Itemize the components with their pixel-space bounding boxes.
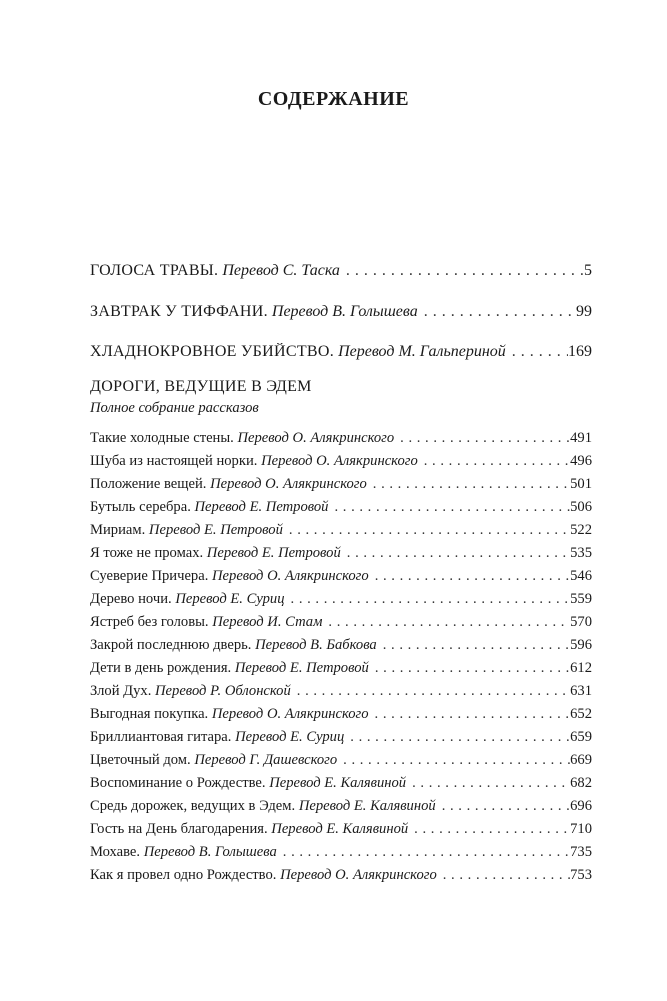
story-title: Мириам. — [90, 522, 146, 538]
story-title: Бутыль серебра. — [90, 499, 191, 515]
leader-dots — [322, 614, 570, 631]
story-page: 682 — [570, 775, 592, 791]
leader-dots — [418, 303, 576, 321]
story-entry — [90, 522, 592, 539]
story-entry — [90, 499, 592, 516]
entry-translator: Перевод В. Голышева — [271, 303, 418, 320]
story-page: 753 — [570, 867, 592, 883]
leader-dots — [285, 591, 571, 608]
entry-translator: Перевод С. Таска — [222, 262, 340, 279]
leader-dots — [340, 262, 584, 280]
page-title: СОДЕРЖАНИЕ — [257, 88, 410, 110]
story-translator: Перевод Р. Облонской — [155, 683, 291, 699]
story-page: 496 — [570, 453, 592, 469]
story-translator: Перевод Е. Калявиной — [298, 798, 436, 814]
story-page: 696 — [570, 798, 592, 814]
story-title: Злой Дух. — [90, 683, 152, 699]
story-entry — [90, 683, 592, 700]
story-title: Выгодная покупка. — [90, 706, 209, 722]
story-page: 570 — [570, 614, 592, 630]
leader-dots — [369, 706, 571, 723]
story-translator: Перевод О. Алякринского — [211, 706, 369, 722]
story-title: Цветочный дом. — [90, 752, 191, 768]
story-title: Бриллиантовая гитара. — [90, 729, 232, 745]
leader-dots — [506, 343, 568, 361]
toc-entry — [90, 262, 592, 280]
story-entry — [90, 752, 592, 769]
story-page: 710 — [570, 821, 592, 837]
story-entry — [90, 844, 592, 861]
story-title: Я тоже не промах. — [90, 545, 204, 561]
story-page: 669 — [570, 752, 592, 768]
story-translator: Перевод Е. Калявиной — [271, 821, 409, 837]
story-page: 501 — [570, 476, 592, 492]
section-heading: ДОРОГИ, ВЕДУЩИЕ В ЭДЕМ — [90, 378, 312, 395]
story-page: 506 — [570, 499, 592, 515]
leader-dots — [369, 568, 570, 585]
story-entry — [90, 476, 592, 493]
story-entry — [90, 867, 592, 884]
leader-dots — [369, 660, 570, 677]
story-entry — [90, 453, 592, 470]
story-page: 659 — [570, 729, 592, 745]
leader-dots — [367, 476, 570, 493]
story-entry — [90, 660, 592, 677]
story-page: 546 — [570, 568, 592, 584]
story-entry — [90, 430, 592, 447]
story-entry — [90, 706, 592, 723]
leader-dots — [344, 729, 570, 746]
leader-dots — [291, 683, 570, 700]
story-translator: Перевод О. Алякринского — [212, 568, 369, 584]
story-title: Как я провел одно Рождество. — [90, 867, 277, 883]
story-entry — [90, 729, 592, 746]
leader-dots — [436, 798, 570, 815]
story-translator: Перевод В. Бабкова — [255, 637, 377, 653]
leader-dots — [406, 775, 570, 792]
story-translator: Перевод В. Голышева — [143, 844, 277, 860]
story-translator: Перевод О. Алякринского — [261, 453, 418, 469]
story-translator: Перевод Е. Калявиной — [269, 775, 407, 791]
entry-page: 169 — [568, 343, 592, 360]
story-page: 491 — [570, 430, 592, 446]
story-page: 631 — [570, 683, 592, 699]
story-title: Закрой последнюю дверь. — [90, 637, 252, 653]
story-title: Ястреб без головы. — [90, 614, 209, 630]
story-entry — [90, 798, 592, 815]
story-page: 735 — [570, 844, 592, 860]
entry-title: ХЛАДНОКРОВНОЕ УБИЙСТВО. — [90, 343, 335, 360]
toc-entry — [90, 303, 592, 321]
story-title: Суеверие Причера. — [90, 568, 209, 584]
story-translator: Перевод Е. Петровой — [194, 499, 329, 515]
story-title: Дерево ночи. — [90, 591, 172, 607]
story-page: 559 — [570, 591, 592, 607]
entry-title: ЗАВТРАК У ТИФФАНИ. — [90, 303, 268, 320]
leader-dots — [394, 430, 570, 447]
story-page: 612 — [570, 660, 592, 676]
story-entry — [90, 821, 592, 838]
leader-dots — [377, 637, 570, 654]
story-title: Мохаве. — [90, 844, 141, 860]
entry-translator: Перевод М. Гальпериной — [338, 343, 506, 360]
leader-dots — [408, 821, 570, 838]
leader-dots — [418, 453, 570, 470]
story-title: Шуба из настоящей норки. — [90, 453, 258, 469]
story-translator: Перевод Г. Дашевского — [194, 752, 338, 768]
story-page: 535 — [570, 545, 592, 561]
entry-page: 5 — [584, 262, 592, 279]
story-page: 596 — [570, 637, 592, 653]
story-translator: Перевод Е. Суриц — [235, 729, 345, 745]
story-title: Гость на День благодарения. — [90, 821, 268, 837]
story-title: Средь дорожек, ведущих в Эдем. — [90, 798, 296, 814]
story-entry — [90, 568, 592, 585]
story-entry — [90, 637, 592, 654]
leader-dots — [277, 844, 570, 861]
story-title: Дети в день рождения. — [90, 660, 232, 676]
leader-dots — [283, 522, 570, 539]
story-entry — [90, 545, 592, 562]
story-page: 652 — [570, 706, 592, 722]
story-entry — [90, 614, 592, 631]
leader-dots — [341, 545, 570, 562]
story-translator: Перевод О. Алякринского — [280, 867, 437, 883]
entry-page: 99 — [576, 303, 592, 320]
story-title: Такие холодные стены. — [90, 430, 234, 446]
leader-dots — [437, 867, 570, 884]
story-title: Воспоминание о Рождестве. — [90, 775, 266, 791]
leader-dots — [328, 499, 570, 516]
story-entry — [90, 775, 592, 792]
story-translator: Перевод Е. Петровой — [148, 522, 283, 538]
story-translator: Перевод Е. Петровой — [206, 545, 341, 561]
story-translator: Перевод Е. Суриц — [175, 591, 285, 607]
entry-title: ГОЛОСА ТРАВЫ. — [90, 262, 219, 279]
toc-entry — [90, 343, 592, 361]
story-page: 522 — [570, 522, 592, 538]
section-subheading: Полное собрание рассказов — [90, 400, 259, 416]
story-entry — [90, 591, 592, 608]
story-translator: Перевод И. Стам — [212, 614, 323, 630]
leader-dots — [337, 752, 570, 769]
story-translator: Перевод О. Алякринского — [237, 430, 395, 446]
story-translator: Перевод О. Алякринского — [210, 476, 367, 492]
story-translator: Перевод Е. Петровой — [234, 660, 369, 676]
story-title: Положение вещей. — [90, 476, 207, 492]
